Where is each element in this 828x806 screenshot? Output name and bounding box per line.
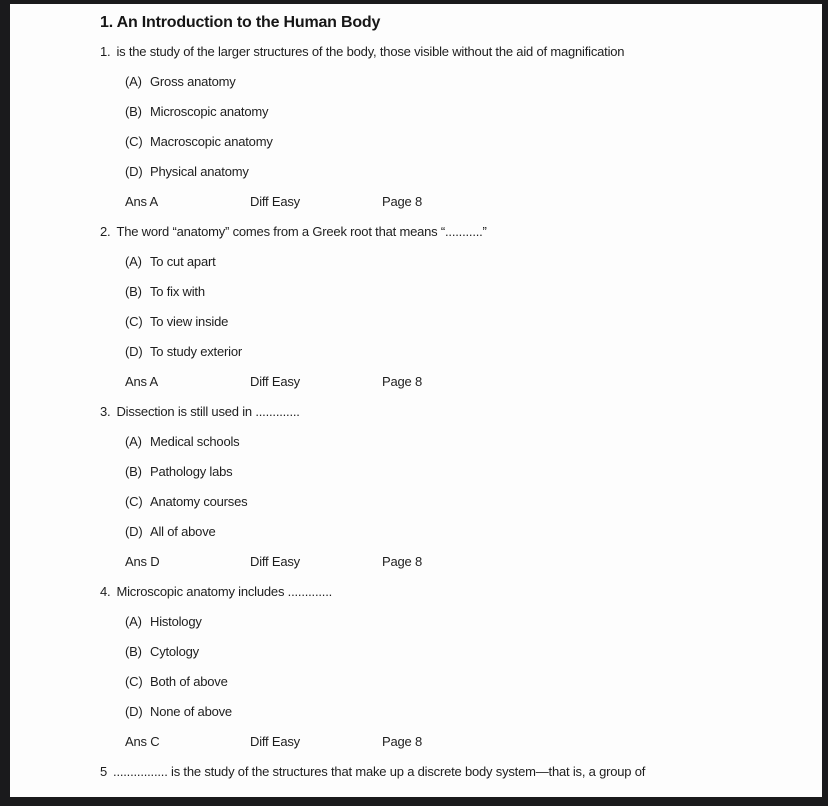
difficulty-label: Diff Easy [250,733,300,749]
option-letter: (C) [125,313,143,329]
option-row [100,696,802,726]
meta-row [100,186,802,216]
option-letter: (A) [125,433,142,449]
option-row [100,336,802,366]
option-letter: (D) [125,703,143,719]
option-text: Microscopic anatomy [150,103,269,119]
option-text: Both of above [150,673,228,689]
option-letter: (C) [125,133,143,149]
page-title: 1. An Introduction to the Human Body [100,14,381,31]
option-letter: (B) [125,103,142,119]
question-text: The word “anatomy” comes from a Greek root that means “...........” [116,223,487,239]
question-text: Dissection is still used in ............. [116,403,300,419]
option-letter: (D) [125,523,143,539]
question-number: 2. [100,223,111,239]
question-line [100,216,802,246]
meta-row [100,366,802,396]
question-number: 5 [100,763,108,779]
option-letter: (C) [125,493,143,509]
option-row [100,126,802,156]
option-text: All of above [150,523,216,539]
option-row [100,276,802,306]
option-text: Macroscopic anatomy [150,133,273,149]
question-number: 3. [100,403,111,419]
page-ref-label: Page 8 [382,733,423,749]
partial-question-line [100,756,802,786]
option-text: Gross anatomy [150,73,236,89]
question-text: is the study of the larger structures of the body, those visible without the aid of magnification [116,43,625,59]
option-letter: (C) [125,673,143,689]
meta-row [100,546,802,576]
option-text: Physical anatomy [150,163,249,179]
option-text: Anatomy courses [150,493,248,509]
option-text: None of above [150,703,232,719]
option-row [100,486,802,516]
question-block [100,36,802,216]
option-text: To fix with [150,283,205,299]
page-ref-label: Page 8 [382,553,423,569]
page-ref-label: Page 8 [382,193,423,209]
option-row [100,516,802,546]
option-letter: (D) [125,343,143,359]
question-text: ................ is the study of the structures that make up a discrete body system—that is, a group of [113,763,646,779]
question-number: 1. [100,43,111,59]
question-text: Microscopic anatomy includes ............. [116,583,333,599]
option-row [100,246,802,276]
question-block [100,576,802,756]
question-number: 4. [100,583,111,599]
option-letter: (B) [125,643,142,659]
option-row [100,96,802,126]
document-page [10,4,822,797]
option-row [100,666,802,696]
question-line [100,396,802,426]
option-text: Histology [150,613,202,629]
answer-label: Ans A [125,193,158,209]
option-letter: (A) [125,253,142,269]
page-ref-label: Page 8 [382,373,423,389]
option-row [100,156,802,186]
option-row [100,456,802,486]
option-row [100,426,802,456]
option-row [100,636,802,666]
page-content [10,4,822,786]
option-text: To cut apart [150,253,216,269]
answer-label: Ans D [125,553,160,569]
answer-label: Ans C [125,733,160,749]
difficulty-label: Diff Easy [250,553,300,569]
option-letter: (B) [125,463,142,479]
question-block [100,216,802,396]
option-row [100,66,802,96]
option-letter: (B) [125,283,142,299]
option-text: Medical schools [150,433,240,449]
answer-label: Ans A [125,373,158,389]
option-letter: (A) [125,73,142,89]
option-text: To view inside [150,313,229,329]
option-text: To study exterior [150,343,242,359]
option-letter: (D) [125,163,143,179]
question-block [100,396,802,576]
option-text: Cytology [150,643,199,659]
difficulty-label: Diff Easy [250,373,300,389]
meta-row [100,726,802,756]
difficulty-label: Diff Easy [250,193,300,209]
option-text: Pathology labs [150,463,233,479]
option-row [100,306,802,336]
option-row [100,606,802,636]
option-letter: (A) [125,613,142,629]
question-line [100,36,802,66]
question-line [100,576,802,606]
